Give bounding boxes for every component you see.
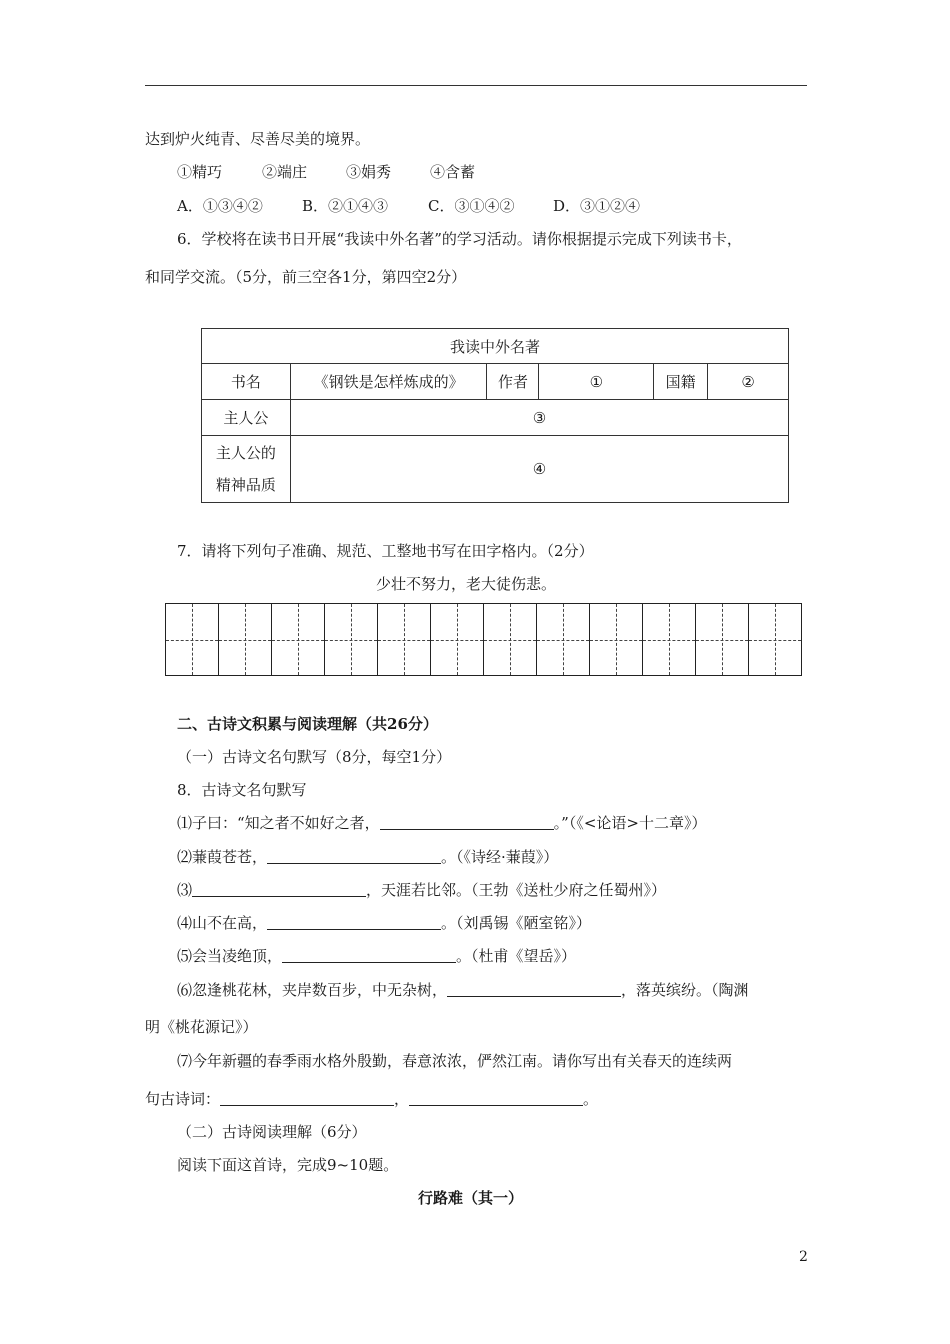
q7-prompt: 7．请将下列句子准确、规范、工整地书写在田字格内。（2分） [177,542,594,560]
author-blank[interactable]: ① [539,364,654,400]
grid-cell[interactable] [748,603,802,676]
q8-item-5: ⑸会当凌绝顶， 。（杜甫《望岳》） [177,947,577,965]
poem-title: 行路难（其一） [418,1189,524,1207]
spirit-label-line-1: 主人公的 [215,444,276,462]
q5-continuation: 达到炉火纯青、尽善尽美的境界。 [145,130,371,148]
grid-cell[interactable] [218,603,272,676]
q8-item-2: ⑵蒹葭苍苍， 。（《诗经·蒹葭》） [177,848,559,866]
answer-blank[interactable] [192,882,366,897]
protagonist-label: 主人公 [202,400,291,436]
spirit-label-line-2: 精神品质 [215,476,276,494]
spirit-blank[interactable]: ④ [290,436,788,503]
answer-blank[interactable] [447,982,621,997]
tianzige-grid[interactable] [165,603,802,676]
q8-item-7-line-1: ⑺今年新疆的春季雨水格外殷勤，春意浓浓，俨然江南。请你写出有关春天的连续两 [177,1052,733,1070]
page-number: 2 [799,1249,808,1265]
subsection-1-title: （一）古诗文名句默写（8分，每空1分） [177,748,452,766]
reading-card-table [201,328,789,503]
grid-cell[interactable] [377,603,431,676]
q5-option-1: ①精巧 [177,163,223,181]
grid-cell[interactable] [589,603,643,676]
q8-item-4: ⑷山不在高， 。（刘禹锡《陋室铭》） [177,914,592,932]
q8-item-3: ⑶ ，天涯若比邻。（王勃《送杜少府之任蜀州》） [177,881,667,899]
book-label: 书名 [202,364,291,400]
q5-option-3: ③娟秀 [346,163,392,181]
grid-cell[interactable] [642,603,696,676]
nationality-label: 国籍 [654,364,708,400]
q8-item-7-line-2: 句古诗词： ， 。 [145,1090,599,1108]
answer-blank[interactable] [380,815,554,830]
answer-blank[interactable] [220,1091,394,1106]
answer-blank[interactable] [282,948,456,963]
grid-cell[interactable] [271,603,325,676]
q5-option-4: ④含蓄 [430,163,476,181]
author-label: 作者 [487,364,539,400]
nationality-blank[interactable]: ② [708,364,789,400]
q8-item-6: ⑹忽逢桃花林，夹岸数百步，中无杂树， ，落英缤纷。（陶渊 [177,981,749,999]
grid-cell[interactable] [483,603,537,676]
grid-cell[interactable] [165,603,219,676]
header-rule [145,85,807,86]
q6-line-1: 6．学校将在读书日开展“我读中外名著”的学习活动。请你根据提示完成下列读书卡， [177,230,742,248]
q7-sentence: 少壮不努力，老大徒伤悲。 [376,575,557,593]
grid-cell[interactable] [695,603,749,676]
grid-cell[interactable] [536,603,590,676]
section-2-title: 二、古诗文积累与阅读理解（共26分） [177,715,438,733]
q6-line-2: 和同学交流。（5分，前三空各1分，第四空2分） [145,268,467,286]
answer-blank[interactable] [267,915,441,930]
q5-choice-a: A．①③④② [177,197,263,215]
q5-choice-d: D．③①②④ [553,197,641,215]
reading-instruction: 阅读下面这首诗，完成9~10题。 [177,1156,399,1174]
answer-blank[interactable] [409,1091,583,1106]
q5-choice-c: C．③①④② [428,197,515,215]
answer-blank[interactable] [267,849,441,864]
q8-item-6-cont: 明《桃花源记》） [145,1018,258,1036]
book-title: 《钢铁是怎样炼成的》 [290,364,487,400]
grid-cell[interactable] [430,603,484,676]
card-title: 我读中外名著 [202,329,789,364]
q5-option-2: ②端庄 [262,163,308,181]
q5-choice-b: B．②①④③ [302,197,389,215]
q8-title: 8．古诗文名句默写 [177,781,307,799]
spirit-label [202,436,291,503]
protagonist-blank[interactable]: ③ [290,400,788,436]
grid-cell[interactable] [324,603,378,676]
subsection-2-title: （二）古诗阅读理解（6分） [177,1123,367,1141]
q8-item-1: ⑴子曰：“知之者不如好之者， 。”（《<论语>十二章》） [177,814,707,832]
